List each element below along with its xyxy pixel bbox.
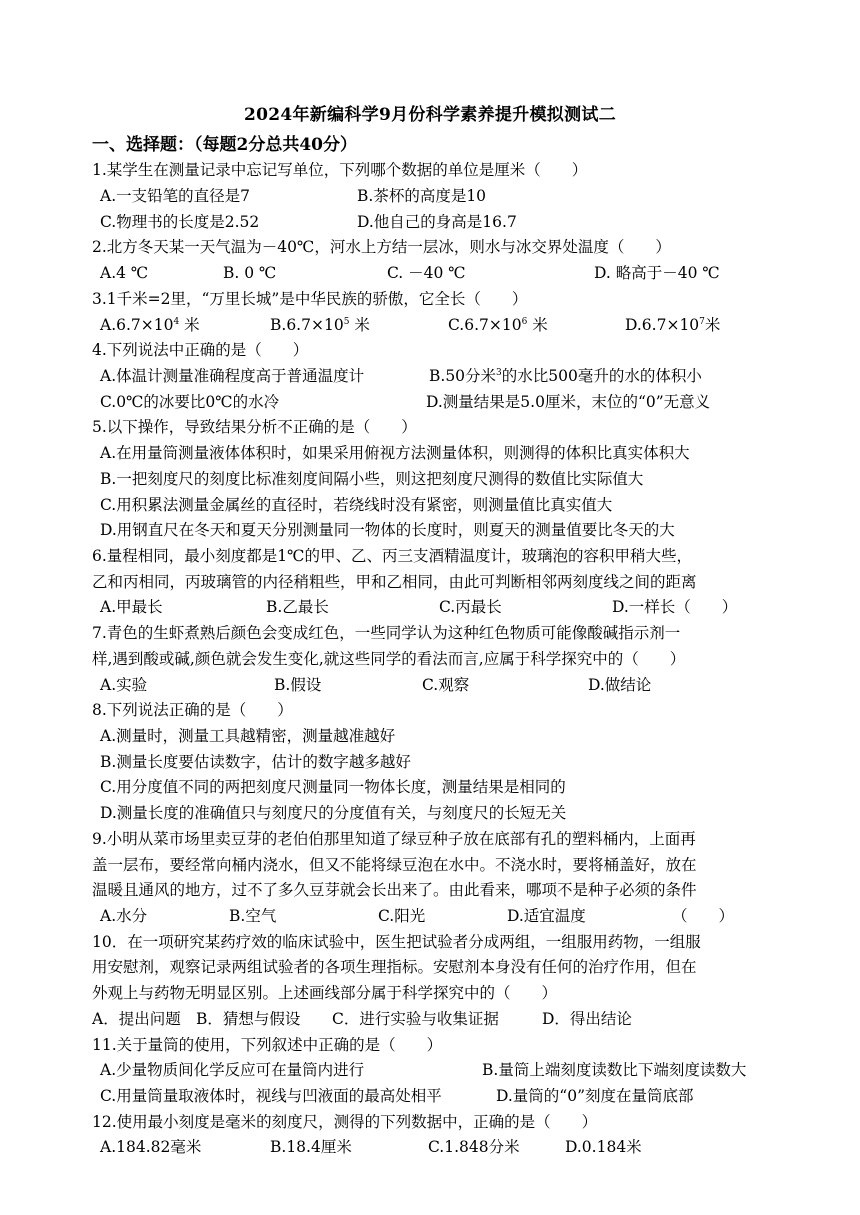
option-b-base: B.6.7×10 <box>270 316 344 334</box>
option-b: B．猜想与假设 <box>196 1010 301 1028</box>
question-2-stem: 2.北方冬天某一天气温为－40℃，河水上方结一层冰，则水与冰交界处温度（ ） <box>92 238 671 256</box>
question-6-stem-line-1: 6.量程相同，最小刻度都是1℃的甲、乙、丙三支酒精温度计，玻璃泡的容积甲稍大些， <box>92 547 692 565</box>
question-1-stem: 1.某学生在测量记录中忘记写单位，下列哪个数据的单位是厘米（ ） <box>92 161 588 179</box>
question-5-stem: 5.以下操作，导致结果分析不正确的是（ ） <box>92 418 417 436</box>
option-d: D.一样长（ ） <box>612 598 738 616</box>
option-d: D.适宜温度 <box>507 907 586 925</box>
question-9-stem-line-1: 9.小明从菜市场里卖豆芽的老伯伯那里知道了绿豆种子放在底部有孔的塑料桶内，上面再 <box>92 830 696 848</box>
option-d: D.0.184米 <box>565 1138 642 1156</box>
option-b-rest: 的水比500毫升的水的体积小 <box>501 367 702 385</box>
option-c: C.1.848分米 <box>428 1138 520 1156</box>
option-b-text: B.50分米 <box>429 367 497 385</box>
option-c: C.物理书的长度是2.52 <box>100 213 260 231</box>
option-b: B.一把刻度尺的刻度比标准刻度间隔小些，则这把刻度尺测得的数值比实际值大 <box>100 470 644 488</box>
option-b: B.18.4厘米 <box>270 1138 352 1156</box>
question-9-stem-line-2: 盖一层布，要经常向桶内浇水，但又不能将绿豆泡在水中。不浇水时，要将桶盖好，放在 <box>92 856 697 874</box>
option-c: C.用分度值不同的两把刻度尺测量同一物体长度，测量结果是相同的 <box>100 778 566 796</box>
option-c-exponent: 6 <box>521 317 528 327</box>
option-c: C.丙最长 <box>439 598 502 616</box>
option-b-exponent: 5 <box>343 317 350 327</box>
question-7-stem-line-1: 7.青色的生虾煮熟后颜色会变成红色，一些同学认为这种红色物质可能像酸碱指示剂一 <box>92 624 681 642</box>
option-b: B.量筒上端刻度读数比下端刻度读数大 <box>482 1061 747 1079</box>
option-b: B.假设 <box>274 676 322 694</box>
option-d-unit: 米 <box>704 316 721 334</box>
option-c: C.用量筒量取液体时，视线与凹液面的最高处相平 <box>100 1087 442 1105</box>
option-a-unit: 米 <box>179 316 200 334</box>
option-b: B.茶杯的高度是10 <box>357 187 487 205</box>
question-12-stem: 12.使用最小刻度是毫米的刻度尺，测得的下列数据中，正确的是（ ） <box>92 1113 598 1131</box>
option-c: C．进行实验与收集证据 <box>332 1010 499 1028</box>
option-d: D.用钢直尺在冬天和夏天分别测量同一物体的长度时，则夏天的测量值要比冬天的大 <box>100 521 675 539</box>
option-b: B.测量长度要估读数字，估计的数字越多越好 <box>100 753 411 771</box>
question-7-stem-line-2: 样,遇到酸或碱,颜色就会发生变化,就这些同学的看法而言,应属于科学探究中的（ ） <box>92 650 686 668</box>
option-c: C. －40 ℃ <box>387 264 466 282</box>
option-c: C.用积累法测量金属丝的直径时，若绕线时没有紧密，则测量值比真实值大 <box>100 496 613 514</box>
option-a <box>100 312 200 338</box>
option-a: A．提出问题 <box>92 1010 181 1028</box>
option-d: D.做结论 <box>588 676 652 694</box>
question-6-stem-line-2: 乙和丙相同，丙玻璃管的内径稍粗些，甲和乙相同，由此可判断相邻两刻度线之间的距离 <box>92 573 697 591</box>
option-a: A.体温计测量准确程度高于普通温度计 <box>100 367 365 385</box>
option-a: A.184.82毫米 <box>100 1138 202 1156</box>
option-d: D．得出结论 <box>542 1010 632 1028</box>
option-a: A.一支铅笔的直径是7 <box>100 187 250 205</box>
option-d-exponent: 7 <box>699 317 705 327</box>
option-a: A.实验 <box>100 676 148 694</box>
question-8-stem: 8.下列说法正确的是（ ） <box>92 701 293 719</box>
question-10-stem-line-3: 外观上与药物无明显区别。上述画线部分属于科学探究中的（ ） <box>92 984 558 1002</box>
option-d: D.测量长度的准确值只与刻度尺的分度值有关，与刻度尺的长短无关 <box>100 804 567 822</box>
option-d: D.他自己的身高是16.7 <box>357 213 517 231</box>
answer-blank: （ ） <box>672 907 735 925</box>
option-b-unit: 米 <box>349 316 370 334</box>
option-a: A.4 ℃ <box>100 264 149 282</box>
question-4-stem: 4.下列说法中正确的是（ ） <box>92 341 309 359</box>
option-c <box>448 312 548 338</box>
option-d: D.量筒的“0”刻度在量筒底部 <box>496 1087 694 1105</box>
section-heading: 一、选择题：（每题2分总共40分） <box>92 135 357 155</box>
question-9-stem-line-3: 温暖且通风的地方，过不了多久豆芽就会长出来了。由此看来，哪项不是种子必须的条件 <box>92 881 697 899</box>
option-a-base: A.6.7×10 <box>100 316 174 334</box>
option-b: B. 0 ℃ <box>223 264 277 282</box>
exam-title: 2024年新编科学9月份科学素养提升模拟测试二 <box>243 105 617 125</box>
option-b-exponent: 3 <box>496 368 502 378</box>
option-b <box>429 363 702 389</box>
option-c-base: C.6.7×10 <box>448 316 522 334</box>
option-a: A.在用量筒测量液体体积时，如果采用俯视方法测量体积，则测得的体积比真实体积大 <box>100 444 690 462</box>
option-d: D.测量结果是5.0厘米，末位的“0”无意义 <box>426 393 711 411</box>
option-d: D. 略高于－40 ℃ <box>594 264 720 282</box>
option-c: C.阳光 <box>378 907 426 925</box>
option-b: B.空气 <box>229 907 277 925</box>
option-c: C.0℃的冰要比0℃的水冷 <box>100 393 280 411</box>
option-b <box>270 312 370 338</box>
option-a: A.水分 <box>100 907 148 925</box>
option-a-exponent: 4 <box>173 317 180 327</box>
question-10-stem-line-2: 用安慰剂，观察记录两组试验者的各项生理指标。安慰剂本身没有任何的治疗作用，但在 <box>92 958 697 976</box>
question-10-stem-line-1: 10．在一项研究某药疗效的临床试验中，医生把试验者分成两组，一组服用药物，一组服 <box>92 933 701 951</box>
question-11-stem: 11.关于量筒的使用，下列叙述中正确的是（ ） <box>92 1036 443 1054</box>
option-c: C.观察 <box>422 676 470 694</box>
option-a: A.甲最长 <box>100 598 163 616</box>
option-d-base: D.6.7×10 <box>625 316 700 334</box>
option-a: A.少量物质间化学反应可在量筒内进行 <box>100 1061 365 1079</box>
option-a: A.测量时，测量工具越精密，测量越准越好 <box>100 727 396 745</box>
option-d <box>625 312 720 338</box>
option-b: B.乙最长 <box>266 598 329 616</box>
question-3-stem: 3.1千米=2里，“万里长城”是中华民族的骄傲，它全长（ ） <box>92 290 528 308</box>
option-c-unit: 米 <box>527 316 548 334</box>
